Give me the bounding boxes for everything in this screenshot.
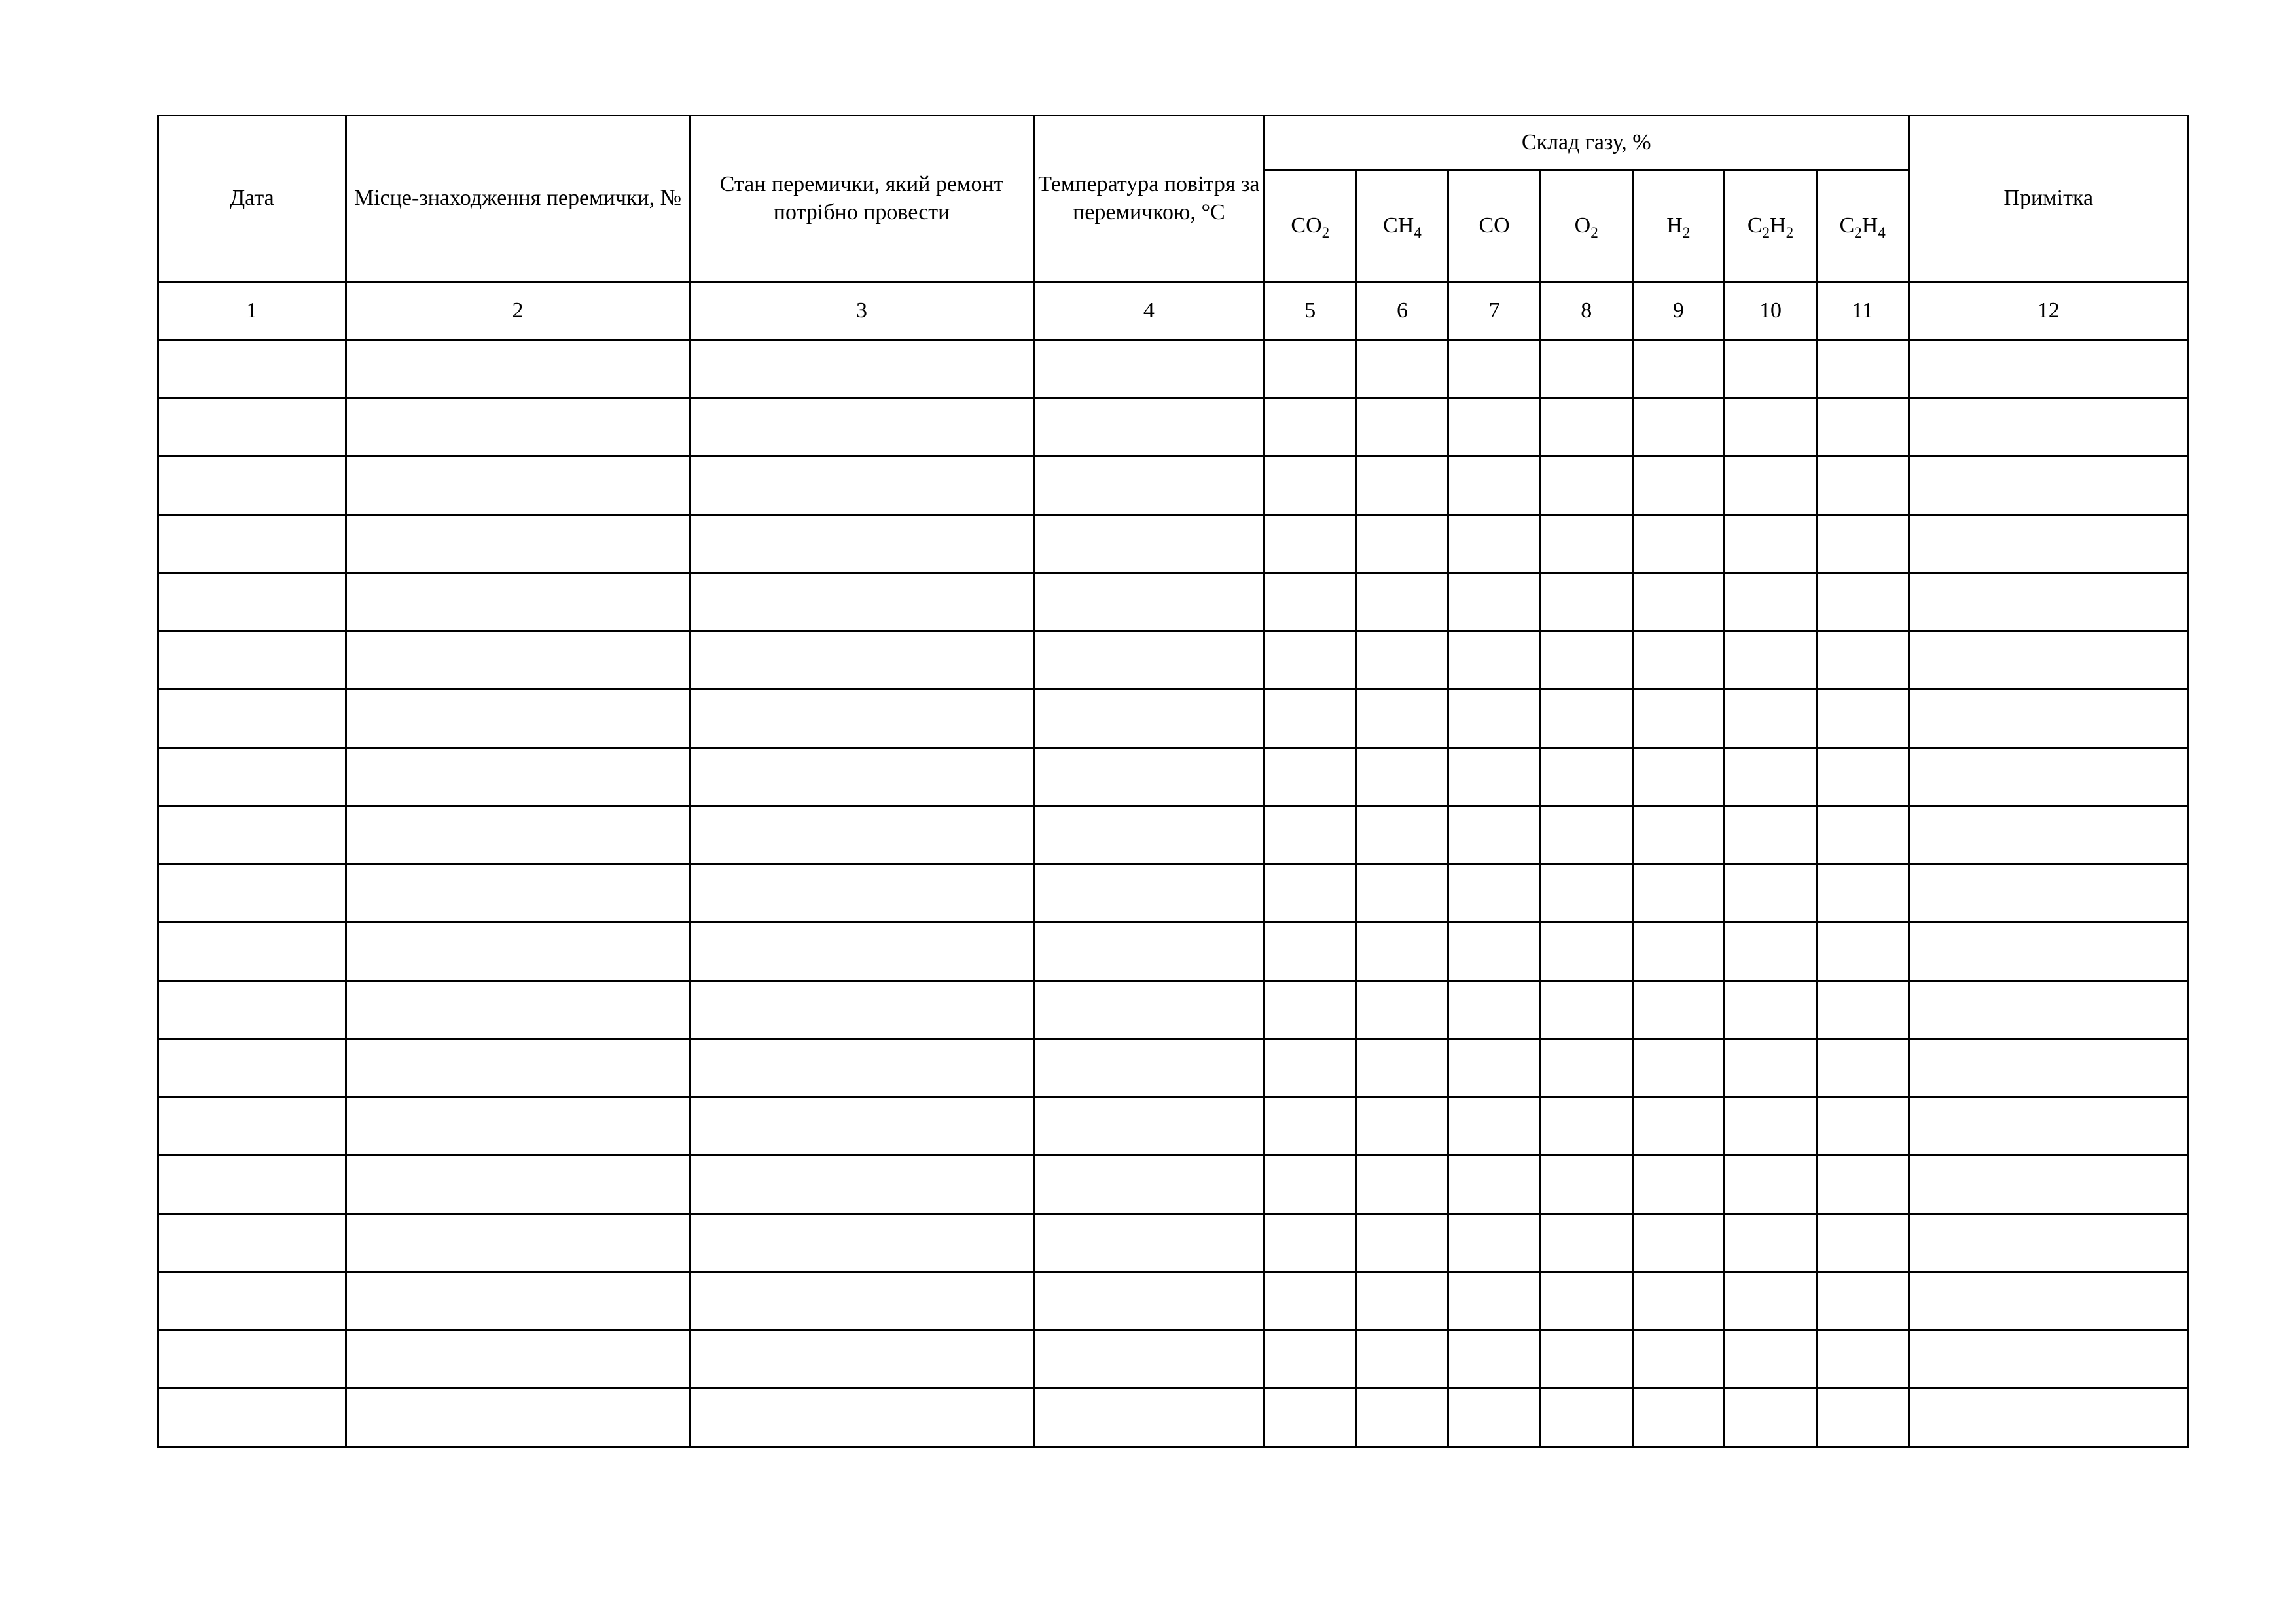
table-cell-col-10[interactable]: [1725, 399, 1817, 457]
column-number-4: 4: [1033, 282, 1264, 340]
table-cell-col-2[interactable]: [346, 1097, 690, 1156]
table-cell-col-11[interactable]: [1816, 1272, 1909, 1330]
table-cell-col-6[interactable]: [1356, 1039, 1448, 1097]
table-cell-col-7[interactable]: [1448, 1272, 1541, 1330]
table-cell-col-5[interactable]: [1264, 515, 1356, 573]
table-cell-col-5[interactable]: [1264, 981, 1356, 1039]
table-cell-col-10[interactable]: [1725, 573, 1817, 632]
table-cell-col-4[interactable]: [1033, 1039, 1264, 1097]
table-cell-col-6[interactable]: [1356, 806, 1448, 865]
table-cell-col-9[interactable]: [1632, 632, 1725, 690]
table-cell-col-12[interactable]: [1909, 981, 2189, 1039]
table-cell-col-6[interactable]: [1356, 1214, 1448, 1272]
table-cell-col-3[interactable]: [690, 340, 1034, 399]
table-cell-col-9[interactable]: [1632, 1330, 1725, 1389]
table-cell-col-3[interactable]: [690, 399, 1034, 457]
table-cell-col-8[interactable]: [1540, 1272, 1632, 1330]
table-cell-col-4[interactable]: [1033, 1272, 1264, 1330]
table-cell-col-7[interactable]: [1448, 1214, 1541, 1272]
table-row[interactable]: [158, 1330, 2189, 1389]
table-row[interactable]: [158, 1039, 2189, 1097]
table-cell-col-2[interactable]: [346, 865, 690, 923]
table-cell-col-3[interactable]: [690, 1039, 1034, 1097]
table-cell-col-11[interactable]: [1816, 806, 1909, 865]
table-cell-col-5[interactable]: [1264, 632, 1356, 690]
table-cell-col-8[interactable]: [1540, 806, 1632, 865]
journal-table-container: [157, 115, 2189, 1448]
table-cell-col-2[interactable]: [346, 457, 690, 515]
table-cell-col-5[interactable]: [1264, 340, 1356, 399]
table-cell-col-3[interactable]: [690, 1330, 1034, 1389]
table-cell-col-3[interactable]: [690, 515, 1034, 573]
header-cell-gas-c2h2: $C_2H_2$: [1725, 170, 1817, 282]
table-cell-col-6[interactable]: [1356, 1156, 1448, 1214]
table-cell-col-7[interactable]: [1448, 1097, 1541, 1156]
table-cell-col-9[interactable]: [1632, 865, 1725, 923]
table-cell-col-12[interactable]: [1909, 340, 2189, 399]
table-cell-col-2[interactable]: [346, 981, 690, 1039]
table-cell-col-12[interactable]: [1909, 1097, 2189, 1156]
table-cell-col-10[interactable]: [1725, 515, 1817, 573]
table-cell-col-3[interactable]: [690, 690, 1034, 748]
table-cell-col-2[interactable]: [346, 573, 690, 632]
table-cell-col-11[interactable]: [1816, 981, 1909, 1039]
table-cell-col-7[interactable]: [1448, 457, 1541, 515]
table-cell-col-2[interactable]: [346, 632, 690, 690]
table-cell-col-3[interactable]: [690, 573, 1034, 632]
table-cell-col-12[interactable]: [1909, 1389, 2189, 1447]
table-cell-col-2[interactable]: [346, 399, 690, 457]
table-cell-col-3[interactable]: [690, 981, 1034, 1039]
table-cell-col-12[interactable]: [1909, 748, 2189, 806]
table-cell-col-7[interactable]: [1448, 981, 1541, 1039]
table-cell-col-5[interactable]: [1264, 1097, 1356, 1156]
header-row-main: [158, 116, 2189, 170]
table-cell-col-10[interactable]: [1725, 1330, 1817, 1389]
table-row[interactable]: [158, 399, 2189, 457]
table-cell-col-7[interactable]: [1448, 748, 1541, 806]
table-cell-col-9[interactable]: [1632, 1156, 1725, 1214]
table-cell-col-12[interactable]: [1909, 457, 2189, 515]
table-cell-col-12[interactable]: [1909, 923, 2189, 981]
header-cell-gas-ch4: $CH_4$: [1356, 170, 1448, 282]
table-cell-col-9[interactable]: [1632, 399, 1725, 457]
table-cell-col-1[interactable]: [158, 632, 346, 690]
table-cell-col-4[interactable]: [1033, 865, 1264, 923]
table-row[interactable]: [158, 1097, 2189, 1156]
table-cell-col-8[interactable]: [1540, 1097, 1632, 1156]
table-cell-col-12[interactable]: [1909, 1156, 2189, 1214]
table-cell-col-8[interactable]: [1540, 865, 1632, 923]
table-cell-col-1[interactable]: [158, 690, 346, 748]
table-cell-col-8[interactable]: [1540, 573, 1632, 632]
table-cell-col-8[interactable]: [1540, 1214, 1632, 1272]
column-number-2: 2: [346, 282, 690, 340]
table-cell-col-10[interactable]: [1725, 981, 1817, 1039]
table-cell-col-7[interactable]: [1448, 573, 1541, 632]
table-cell-col-6[interactable]: [1356, 690, 1448, 748]
table-cell-col-8[interactable]: [1540, 923, 1632, 981]
table-row[interactable]: [158, 923, 2189, 981]
table-cell-col-11[interactable]: [1816, 1389, 1909, 1447]
table-cell-col-8[interactable]: [1540, 340, 1632, 399]
table-cell-col-10[interactable]: [1725, 1039, 1817, 1097]
column-number-10: 10: [1725, 282, 1817, 340]
table-cell-col-9[interactable]: [1632, 1389, 1725, 1447]
column-number-5: 5: [1264, 282, 1356, 340]
table-cell-col-1[interactable]: [158, 1156, 346, 1214]
table-cell-col-10[interactable]: [1725, 806, 1817, 865]
table-cell-col-1[interactable]: [158, 806, 346, 865]
header-cell-condition: Стан перемички, який ремонт потрібно провести: [690, 116, 1034, 282]
table-cell-col-1[interactable]: [158, 1389, 346, 1447]
table-cell-col-10[interactable]: [1725, 865, 1817, 923]
table-row[interactable]: [158, 748, 2189, 806]
header-cell-gas-composition: Склад газу, %: [1264, 116, 1909, 170]
table-cell-col-12[interactable]: [1909, 515, 2189, 573]
table-cell-col-1[interactable]: [158, 1272, 346, 1330]
table-cell-col-6[interactable]: [1356, 457, 1448, 515]
table-row[interactable]: [158, 515, 2189, 573]
table-row[interactable]: [158, 1214, 2189, 1272]
table-cell-col-2[interactable]: [346, 1389, 690, 1447]
table-cell-col-5[interactable]: [1264, 806, 1356, 865]
table-cell-col-8[interactable]: [1540, 1156, 1632, 1214]
table-cell-col-4[interactable]: [1033, 1156, 1264, 1214]
table-cell-col-4[interactable]: [1033, 457, 1264, 515]
table-cell-col-6[interactable]: [1356, 399, 1448, 457]
table-cell-col-4[interactable]: [1033, 923, 1264, 981]
table-cell-col-11[interactable]: [1816, 340, 1909, 399]
table-cell-col-1[interactable]: [158, 1039, 346, 1097]
table-cell-col-9[interactable]: [1632, 690, 1725, 748]
table-cell-col-2[interactable]: [346, 1330, 690, 1389]
table-cell-col-8[interactable]: [1540, 981, 1632, 1039]
table-cell-col-7[interactable]: [1448, 1156, 1541, 1214]
column-number-1: 1: [158, 282, 346, 340]
table-cell-col-8[interactable]: [1540, 632, 1632, 690]
table-cell-col-8[interactable]: [1540, 457, 1632, 515]
table-cell-col-11[interactable]: [1816, 1039, 1909, 1097]
table-cell-col-2[interactable]: [346, 340, 690, 399]
table-cell-col-11[interactable]: [1816, 923, 1909, 981]
table-cell-col-1[interactable]: [158, 1214, 346, 1272]
table-cell-col-1[interactable]: [158, 515, 346, 573]
column-number-11: 11: [1816, 282, 1909, 340]
table-cell-col-10[interactable]: [1725, 923, 1817, 981]
table-cell-col-6[interactable]: [1356, 632, 1448, 690]
table-cell-col-8[interactable]: [1540, 1039, 1632, 1097]
table-cell-col-3[interactable]: [690, 1389, 1034, 1447]
table-cell-col-2[interactable]: [346, 748, 690, 806]
header-cell-gas-co2: $CO_2$: [1264, 170, 1356, 282]
table-cell-col-12[interactable]: [1909, 399, 2189, 457]
table-cell-col-10[interactable]: [1725, 1156, 1817, 1214]
table-cell-col-4[interactable]: [1033, 1097, 1264, 1156]
table-cell-col-1[interactable]: [158, 748, 346, 806]
table-cell-col-7[interactable]: [1448, 399, 1541, 457]
table-cell-col-11[interactable]: [1816, 515, 1909, 573]
table-cell-col-8[interactable]: [1540, 690, 1632, 748]
table-cell-col-11[interactable]: [1816, 865, 1909, 923]
table-cell-col-2[interactable]: [346, 515, 690, 573]
table-cell-col-7[interactable]: [1448, 1039, 1541, 1097]
table-cell-col-1[interactable]: [158, 573, 346, 632]
table-cell-col-3[interactable]: [690, 1214, 1034, 1272]
table-cell-col-8[interactable]: [1540, 515, 1632, 573]
table-cell-col-8[interactable]: [1540, 1389, 1632, 1447]
table-cell-col-1[interactable]: [158, 865, 346, 923]
table-cell-col-5[interactable]: [1264, 1156, 1356, 1214]
table-cell-col-9[interactable]: [1632, 340, 1725, 399]
table-cell-col-4[interactable]: [1033, 399, 1264, 457]
table-cell-col-11[interactable]: [1816, 748, 1909, 806]
column-number-12: 12: [1909, 282, 2189, 340]
table-cell-col-5[interactable]: [1264, 923, 1356, 981]
table-cell-col-11[interactable]: [1816, 1330, 1909, 1389]
table-cell-col-10[interactable]: [1725, 340, 1817, 399]
table-cell-col-7[interactable]: [1448, 340, 1541, 399]
table-cell-col-7[interactable]: [1448, 1330, 1541, 1389]
table-cell-col-2[interactable]: [346, 690, 690, 748]
table-cell-col-11[interactable]: [1816, 457, 1909, 515]
table-cell-col-7[interactable]: [1448, 806, 1541, 865]
table-cell-col-9[interactable]: [1632, 1214, 1725, 1272]
table-row[interactable]: [158, 865, 2189, 923]
table-cell-col-4[interactable]: [1033, 632, 1264, 690]
table-row[interactable]: [158, 690, 2189, 748]
table-cell-col-12[interactable]: [1909, 1330, 2189, 1389]
table-cell-col-9[interactable]: [1632, 981, 1725, 1039]
table-cell-col-9[interactable]: [1632, 1272, 1725, 1330]
column-number-9: 9: [1632, 282, 1725, 340]
table-cell-col-9[interactable]: [1632, 573, 1725, 632]
table-cell-col-4[interactable]: [1033, 573, 1264, 632]
column-number-8: 8: [1540, 282, 1632, 340]
table-cell-col-6[interactable]: [1356, 1272, 1448, 1330]
table-cell-col-3[interactable]: [690, 748, 1034, 806]
column-number-7: 7: [1448, 282, 1541, 340]
table-cell-col-8[interactable]: [1540, 1330, 1632, 1389]
table-cell-col-12[interactable]: [1909, 632, 2189, 690]
journal-table: [157, 115, 2189, 1448]
table-cell-col-6[interactable]: [1356, 923, 1448, 981]
table-cell-col-2[interactable]: [346, 1039, 690, 1097]
table-row[interactable]: [158, 981, 2189, 1039]
table-cell-col-11[interactable]: [1816, 1097, 1909, 1156]
table-cell-col-6[interactable]: [1356, 573, 1448, 632]
table-cell-col-3[interactable]: [690, 1097, 1034, 1156]
table-cell-col-9[interactable]: [1632, 457, 1725, 515]
table-cell-col-10[interactable]: [1725, 748, 1817, 806]
table-row[interactable]: [158, 457, 2189, 515]
table-cell-col-5[interactable]: [1264, 457, 1356, 515]
table-cell-col-7[interactable]: [1448, 865, 1541, 923]
table-cell-col-6[interactable]: [1356, 340, 1448, 399]
table-row[interactable]: [158, 1272, 2189, 1330]
table-cell-col-1[interactable]: [158, 981, 346, 1039]
table-cell-col-2[interactable]: [346, 1156, 690, 1214]
table-cell-col-11[interactable]: [1816, 690, 1909, 748]
table-cell-col-5[interactable]: [1264, 399, 1356, 457]
table-cell-col-10[interactable]: [1725, 1097, 1817, 1156]
table-cell-col-3[interactable]: [690, 1156, 1034, 1214]
table-row[interactable]: [158, 340, 2189, 399]
table-cell-col-10[interactable]: [1725, 1389, 1817, 1447]
table-cell-col-10[interactable]: [1725, 457, 1817, 515]
header-cell-gas-c2h4: $C_2H_4$: [1816, 170, 1909, 282]
table-cell-col-3[interactable]: [690, 806, 1034, 865]
table-cell-col-7[interactable]: [1448, 1389, 1541, 1447]
table-cell-col-4[interactable]: [1033, 1389, 1264, 1447]
table-cell-col-6[interactable]: [1356, 1330, 1448, 1389]
table-cell-col-5[interactable]: [1264, 573, 1356, 632]
table-cell-col-4[interactable]: [1033, 515, 1264, 573]
table-cell-col-5[interactable]: [1264, 690, 1356, 748]
table-cell-col-1[interactable]: [158, 1097, 346, 1156]
table-cell-col-4[interactable]: [1033, 690, 1264, 748]
table-cell-col-9[interactable]: [1632, 1097, 1725, 1156]
table-cell-col-7[interactable]: [1448, 690, 1541, 748]
table-cell-col-5[interactable]: [1264, 1389, 1356, 1447]
table-cell-col-12[interactable]: [1909, 806, 2189, 865]
table-cell-col-6[interactable]: [1356, 865, 1448, 923]
table-cell-col-12[interactable]: [1909, 1272, 2189, 1330]
table-cell-col-11[interactable]: [1816, 1214, 1909, 1272]
table-cell-col-2[interactable]: [346, 923, 690, 981]
table-cell-col-1[interactable]: [158, 457, 346, 515]
table-row[interactable]: [158, 1389, 2189, 1447]
table-cell-col-12[interactable]: [1909, 690, 2189, 748]
table-row[interactable]: [158, 573, 2189, 632]
table-cell-col-1[interactable]: [158, 1330, 346, 1389]
table-cell-col-1[interactable]: [158, 340, 346, 399]
header-row-numbers: [158, 282, 2189, 340]
table-cell-col-4[interactable]: [1033, 981, 1264, 1039]
table-cell-col-4[interactable]: [1033, 806, 1264, 865]
table-cell-col-9[interactable]: [1632, 923, 1725, 981]
table-cell-col-3[interactable]: [690, 457, 1034, 515]
table-cell-col-11[interactable]: [1816, 1156, 1909, 1214]
table-cell-col-11[interactable]: [1816, 399, 1909, 457]
table-cell-col-9[interactable]: [1632, 1039, 1725, 1097]
table-cell-col-4[interactable]: [1033, 340, 1264, 399]
table-cell-col-8[interactable]: [1540, 399, 1632, 457]
table-cell-col-12[interactable]: [1909, 1039, 2189, 1097]
table-cell-col-9[interactable]: [1632, 748, 1725, 806]
header-cell-date: Дата: [158, 116, 346, 282]
header-cell-gas-o2: $O_2$: [1540, 170, 1632, 282]
header-cell-gas-co: CO: [1448, 170, 1541, 282]
column-number-6: 6: [1356, 282, 1448, 340]
table-cell-col-12[interactable]: [1909, 573, 2189, 632]
table-cell-col-3[interactable]: [690, 865, 1034, 923]
table-cell-col-12[interactable]: [1909, 865, 2189, 923]
table-cell-col-9[interactable]: [1632, 515, 1725, 573]
table-cell-col-10[interactable]: [1725, 632, 1817, 690]
table-cell-col-4[interactable]: [1033, 748, 1264, 806]
table-cell-col-2[interactable]: [346, 1214, 690, 1272]
table-cell-col-1[interactable]: [158, 923, 346, 981]
table-cell-col-6[interactable]: [1356, 1389, 1448, 1447]
table-cell-col-10[interactable]: [1725, 1214, 1817, 1272]
table-cell-col-7[interactable]: [1448, 515, 1541, 573]
table-cell-col-5[interactable]: [1264, 865, 1356, 923]
table-row[interactable]: [158, 632, 2189, 690]
table-cell-col-6[interactable]: [1356, 981, 1448, 1039]
table-cell-col-6[interactable]: [1356, 1097, 1448, 1156]
table-cell-col-8[interactable]: [1540, 748, 1632, 806]
table-cell-col-3[interactable]: [690, 923, 1034, 981]
table-cell-col-10[interactable]: [1725, 1272, 1817, 1330]
table-cell-col-5[interactable]: [1264, 1214, 1356, 1272]
table-cell-col-1[interactable]: [158, 399, 346, 457]
table-row[interactable]: [158, 806, 2189, 865]
table-cell-col-7[interactable]: [1448, 632, 1541, 690]
header-cell-temperature: Температура повітря за перемичкою, °C: [1033, 116, 1264, 282]
header-cell-note: Примітка: [1909, 116, 2189, 282]
header-cell-location: Місце-знаходження перемички, №: [346, 116, 690, 282]
table-cell-col-11[interactable]: [1816, 573, 1909, 632]
table-cell-col-2[interactable]: [346, 806, 690, 865]
header-cell-gas-h2: $H_2$: [1632, 170, 1725, 282]
table-cell-col-6[interactable]: [1356, 748, 1448, 806]
table-cell-col-5[interactable]: [1264, 748, 1356, 806]
table-cell-col-9[interactable]: [1632, 806, 1725, 865]
table-cell-col-5[interactable]: [1264, 1039, 1356, 1097]
table-cell-col-10[interactable]: [1725, 690, 1817, 748]
table-cell-col-4[interactable]: [1033, 1214, 1264, 1272]
journal-table-body: [158, 340, 2189, 1447]
column-number-3: 3: [690, 282, 1034, 340]
table-cell-col-6[interactable]: [1356, 515, 1448, 573]
table-cell-col-5[interactable]: [1264, 1330, 1356, 1389]
table-row[interactable]: [158, 1156, 2189, 1214]
table-cell-col-3[interactable]: [690, 1272, 1034, 1330]
table-cell-col-11[interactable]: [1816, 632, 1909, 690]
table-cell-col-12[interactable]: [1909, 1214, 2189, 1272]
table-cell-col-2[interactable]: [346, 1272, 690, 1330]
table-cell-col-4[interactable]: [1033, 1330, 1264, 1389]
table-cell-col-3[interactable]: [690, 632, 1034, 690]
table-cell-col-7[interactable]: [1448, 923, 1541, 981]
table-cell-col-5[interactable]: [1264, 1272, 1356, 1330]
